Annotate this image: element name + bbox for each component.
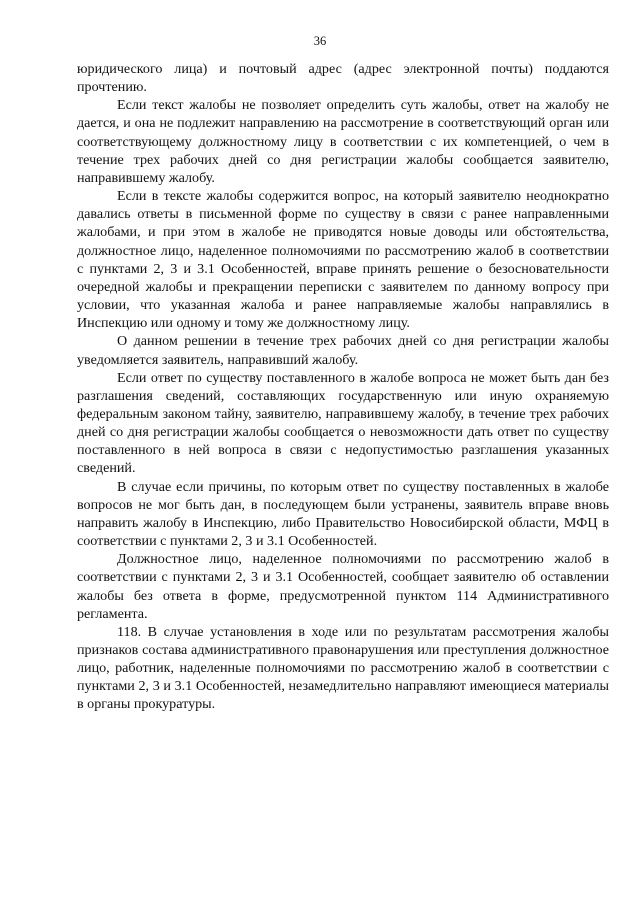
paragraph-continuation: юридического лица) и почтовый адрес (адрес электронной почты) поддаются прочтению. (77, 61, 609, 96)
paragraph-decision-notice: О данном решении в течение трех рабочих дней со дня регистрации жалобы уведомляется заявитель, направивший жалобу. (77, 333, 609, 368)
paragraph-item-118: 118. В случае установления в ходе или по результатам рассмотрения жалобы признаков состава административного правонарушения или преступления должностное лицо, работник, наделенные полномочиями по рассмотрению жалоб в соответствии с пунктами 2, 3 и 3.1 Особенностей, незамедлительно направляют имеющиеся материалы в органы прокуратуры. (77, 623, 609, 713)
paragraph-official-notifies: Должностное лицо, наделенное полномочиями по рассмотрению жалоб в соответствии с пунктами 2, 3 и 3.1 Особенностей, сообщает заявителю об оставлении жалобы без ответа в форме, предусмотренной пунктом 114 Административного регламента. (77, 551, 609, 622)
document-body (77, 60, 609, 714)
paragraph-reasons-eliminated: В случае если причины, по которым ответ по существу поставленных в жалобе вопросов не мог быть дан, в последующем были устранены, заявитель вправе вновь направить жалобу в Инспекцию, либо Правительство Новосибирской области, МФЦ в соответствии с пунктами 2, 3 и 3.1 Особенностей. (77, 478, 609, 550)
paragraph-secret-information: Если ответ по существу поставленного в жалобе вопроса не может быть дан без разглашения сведений, составляющих государственную или иную охраняемую федеральным законом тайну, заявителю, направившему жалобу, в течение трех рабочих дней со дня регистрации жалобы сообщается о невозможности дать ответ по существу поставленного в ней вопроса в связи с недопустимостью разглашения указанных сведений. (77, 369, 609, 477)
page-number: 36 (313, 34, 327, 48)
paragraph-unclear-complaint: Если текст жалобы не позволяет определить суть жалобы, ответ на жалобу не дается, и она не подлежит направлению на рассмотрение в соответствующий орган или соответствующему должностному лицу в соответствии с их компетенцией, о чем в течение трех рабочих дней со дня регистрации жалобы сообщается заявителю, направившему жалобу. (77, 97, 609, 186)
paragraph-repeated-question: Если в тексте жалобы содержится вопрос, на который заявителю неоднократно давались ответы в письменной форме по существу в связи с ранее направленными жалобами, и при этом в жалобе не приводятся новые доводы или обстоятельства, должностное лицо, наделенное полномочиями по рассмотрению жалоб в соответствии с пунктами 2, 3 и 3.1 Особенностей, вправе принять решение о безосновательности очередной жалобы и прекращении переписки с заявителем по данному вопросу при условии, что указанная жалоба и ранее направляемые жалобы направлялись в Инспекцию или одному и тому же должностному лицу. (77, 188, 609, 332)
